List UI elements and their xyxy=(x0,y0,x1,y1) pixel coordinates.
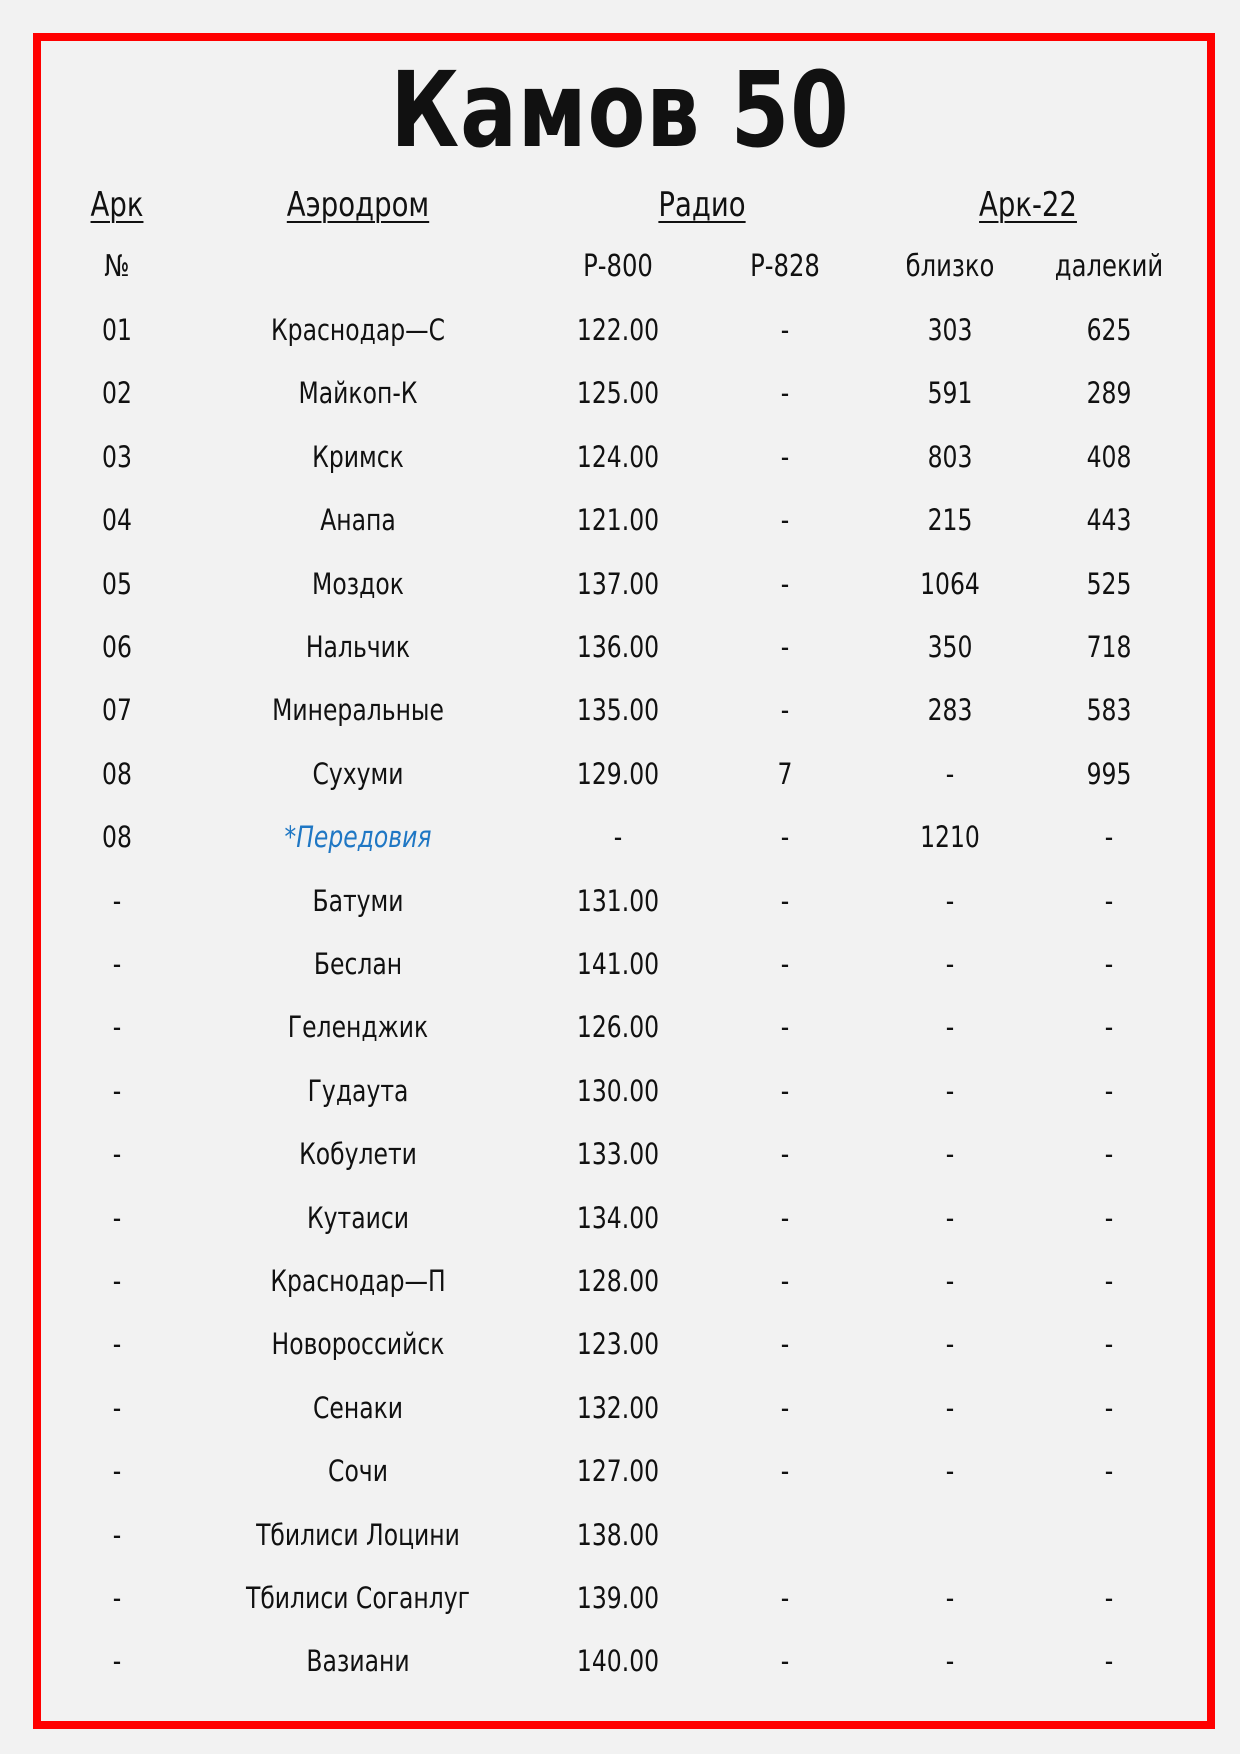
row-ark22-far: 525 xyxy=(1086,567,1132,601)
row-r828-channel: - xyxy=(780,1391,790,1425)
row-aerodrome-name: Батуми xyxy=(312,884,404,918)
row-ark22-near: - xyxy=(945,947,955,981)
row-ark22-far: - xyxy=(1104,1137,1114,1171)
row-ark22-near: - xyxy=(945,1581,955,1615)
row-r828-channel: - xyxy=(780,1074,790,1108)
row-r828-channel: - xyxy=(780,1644,790,1678)
row-ark22-far: - xyxy=(1104,947,1114,981)
subheader-ark-number: № xyxy=(104,249,130,284)
row-ark22-far: 718 xyxy=(1086,630,1132,664)
row-ark22-near: - xyxy=(945,884,955,918)
row-r828-channel: - xyxy=(780,884,790,918)
row-ark22-far: 289 xyxy=(1086,376,1132,410)
row-ark22-near: 350 xyxy=(927,630,973,664)
row-ark-number: 05 xyxy=(102,567,132,601)
row-ark22-far: - xyxy=(1104,1327,1114,1361)
row-r800-frequency: 139.00 xyxy=(576,1581,660,1615)
aerodrome-link[interactable]: *Передовия xyxy=(284,820,432,854)
row-r828-channel: - xyxy=(780,503,790,537)
row-r828-channel: - xyxy=(780,313,790,347)
row-r800-frequency: 134.00 xyxy=(576,1201,660,1235)
subheader-r800: Р-800 xyxy=(583,249,653,284)
row-r800-frequency: 127.00 xyxy=(576,1454,660,1488)
row-aerodrome-name: Сочи xyxy=(328,1454,388,1488)
row-ark22-far: 995 xyxy=(1086,757,1132,791)
page-title: Камов 50 xyxy=(390,49,850,171)
row-r828-channel: - xyxy=(780,440,790,474)
row-r800-frequency: 129.00 xyxy=(576,757,660,791)
row-r828-channel: - xyxy=(780,630,790,664)
row-r800-frequency: 140.00 xyxy=(576,1644,660,1678)
row-r800-frequency: 141.00 xyxy=(576,947,660,981)
subheader-near: близко xyxy=(905,249,995,284)
row-ark22-far: - xyxy=(1104,1391,1114,1425)
row-ark-number: - xyxy=(112,1644,122,1678)
row-ark22-far: - xyxy=(1104,1010,1114,1044)
row-aerodrome-name: Новороссийск xyxy=(271,1327,445,1361)
row-ark-number: - xyxy=(112,1391,122,1425)
row-ark22-near: 283 xyxy=(927,693,973,727)
row-r828-channel: - xyxy=(780,1137,790,1171)
row-r800-frequency: 130.00 xyxy=(576,1074,660,1108)
row-ark22-near: - xyxy=(945,1074,955,1108)
row-aerodrome-name: Тбилиси Лоцини xyxy=(256,1518,460,1552)
row-ark22-near: - xyxy=(945,1137,955,1171)
row-ark22-far: 625 xyxy=(1086,313,1132,347)
header-ark: Арк xyxy=(90,185,144,225)
row-ark22-near: - xyxy=(945,1454,955,1488)
row-r828-channel: - xyxy=(780,1327,790,1361)
subheader-far: далекий xyxy=(1054,249,1164,284)
row-ark22-near: 215 xyxy=(927,503,973,537)
row-aerodrome-name: Майкоп-К xyxy=(298,376,418,410)
row-ark-number: 01 xyxy=(102,313,132,347)
row-aerodrome-name: Минеральные xyxy=(272,693,444,727)
row-aerodrome-name: Сенаки xyxy=(312,1391,404,1425)
row-ark22-far: - xyxy=(1104,1201,1114,1235)
row-aerodrome-name: Гудаута xyxy=(307,1074,409,1108)
row-aerodrome-name: Анапа xyxy=(320,503,396,537)
row-ark-number: - xyxy=(112,947,122,981)
row-r828-channel: - xyxy=(780,567,790,601)
row-r800-frequency: 131.00 xyxy=(576,884,660,918)
row-aerodrome-name: Геленджик xyxy=(287,1010,429,1044)
row-ark-number: 03 xyxy=(102,440,132,474)
row-ark-number: - xyxy=(112,1518,122,1552)
row-ark-number: - xyxy=(112,1454,122,1488)
row-ark22-far: - xyxy=(1104,884,1114,918)
row-aerodrome-name: Краснодар—П xyxy=(270,1264,446,1298)
row-r800-frequency: 121.00 xyxy=(576,503,660,537)
row-aerodrome-name: Краснодар—С xyxy=(270,313,446,347)
row-r828-channel: - xyxy=(780,947,790,981)
row-r800-frequency: 122.00 xyxy=(576,313,660,347)
row-ark-number: 04 xyxy=(102,503,132,537)
row-r800-frequency: 123.00 xyxy=(576,1327,660,1361)
row-r800-frequency: 132.00 xyxy=(576,1391,660,1425)
row-r800-frequency: 137.00 xyxy=(576,567,660,601)
row-r800-frequency: 124.00 xyxy=(576,440,660,474)
row-r800-frequency: 126.00 xyxy=(576,1010,660,1044)
header-ark22: Арк-22 xyxy=(979,185,1077,225)
row-aerodrome-name: Нальчик xyxy=(305,630,411,664)
row-r828-channel: - xyxy=(780,1454,790,1488)
row-r800-frequency: 133.00 xyxy=(576,1137,660,1171)
row-ark22-near: - xyxy=(945,1264,955,1298)
row-ark22-near: 1210 xyxy=(920,820,980,854)
row-r828-channel: - xyxy=(780,820,790,854)
row-aerodrome-name: Тбилиси Соганлуг xyxy=(245,1581,471,1615)
row-r828-channel: - xyxy=(780,1010,790,1044)
row-ark22-near: 303 xyxy=(927,313,973,347)
row-ark-number: - xyxy=(112,1074,122,1108)
subheader-r828: Р-828 xyxy=(750,249,820,284)
row-r828-channel: 7 xyxy=(777,757,793,791)
row-ark22-far: 408 xyxy=(1086,440,1132,474)
row-ark-number: - xyxy=(112,1010,122,1044)
row-ark-number: - xyxy=(112,1264,122,1298)
row-ark22-far: - xyxy=(1104,820,1114,854)
row-ark22-far: - xyxy=(1104,1581,1114,1615)
row-ark22-near: 803 xyxy=(927,440,973,474)
row-ark-number: - xyxy=(112,1327,122,1361)
row-r828-channel: - xyxy=(780,1201,790,1235)
row-ark22-near: - xyxy=(945,1010,955,1044)
row-aerodrome-name: Беслан xyxy=(313,947,403,981)
row-aerodrome-name: Кутаиси xyxy=(306,1201,410,1235)
row-aerodrome-name: Сухуми xyxy=(312,757,404,791)
header-aerodrome: Аэродром xyxy=(286,185,430,225)
row-r800-frequency: 135.00 xyxy=(576,693,660,727)
row-ark-number: 06 xyxy=(102,630,132,664)
row-ark22-far: - xyxy=(1104,1074,1114,1108)
row-ark22-far: 583 xyxy=(1086,693,1132,727)
row-aerodrome-name: Кримск xyxy=(312,440,404,474)
row-r828-channel: - xyxy=(780,1581,790,1615)
row-r828-channel: - xyxy=(780,1264,790,1298)
row-ark-number: 02 xyxy=(102,376,132,410)
row-ark-number: - xyxy=(112,1201,122,1235)
row-aerodrome-name: Моздок xyxy=(312,567,404,601)
row-ark-number: - xyxy=(112,1581,122,1615)
row-r800-frequency: 136.00 xyxy=(576,630,660,664)
row-r800-frequency: 138.00 xyxy=(576,1518,660,1552)
row-ark22-far: - xyxy=(1104,1264,1114,1298)
row-ark22-far: 443 xyxy=(1086,503,1132,537)
header-radio: Радио xyxy=(658,185,746,225)
row-ark-number: - xyxy=(112,884,122,918)
row-ark22-far: - xyxy=(1104,1644,1114,1678)
row-ark22-near: - xyxy=(945,1391,955,1425)
row-ark22-near: - xyxy=(945,757,955,791)
row-ark22-near: 591 xyxy=(927,376,973,410)
row-aerodrome-name: Вазиани xyxy=(306,1644,410,1678)
row-ark22-near: - xyxy=(945,1327,955,1361)
row-ark22-near: - xyxy=(945,1201,955,1235)
row-ark-number: 08 xyxy=(102,820,132,854)
row-ark-number: - xyxy=(112,1137,122,1171)
row-r828-channel: - xyxy=(780,376,790,410)
row-ark22-near: - xyxy=(945,1644,955,1678)
row-r800-frequency: - xyxy=(613,820,623,854)
row-ark22-near: 1064 xyxy=(920,567,980,601)
row-r800-frequency: 128.00 xyxy=(576,1264,660,1298)
row-ark-number: 08 xyxy=(102,757,132,791)
row-ark-number: 07 xyxy=(102,693,132,727)
row-r800-frequency: 125.00 xyxy=(576,376,660,410)
row-aerodrome-name: Кобулети xyxy=(299,1137,417,1171)
row-r828-channel: - xyxy=(780,693,790,727)
row-ark22-far: - xyxy=(1104,1454,1114,1488)
